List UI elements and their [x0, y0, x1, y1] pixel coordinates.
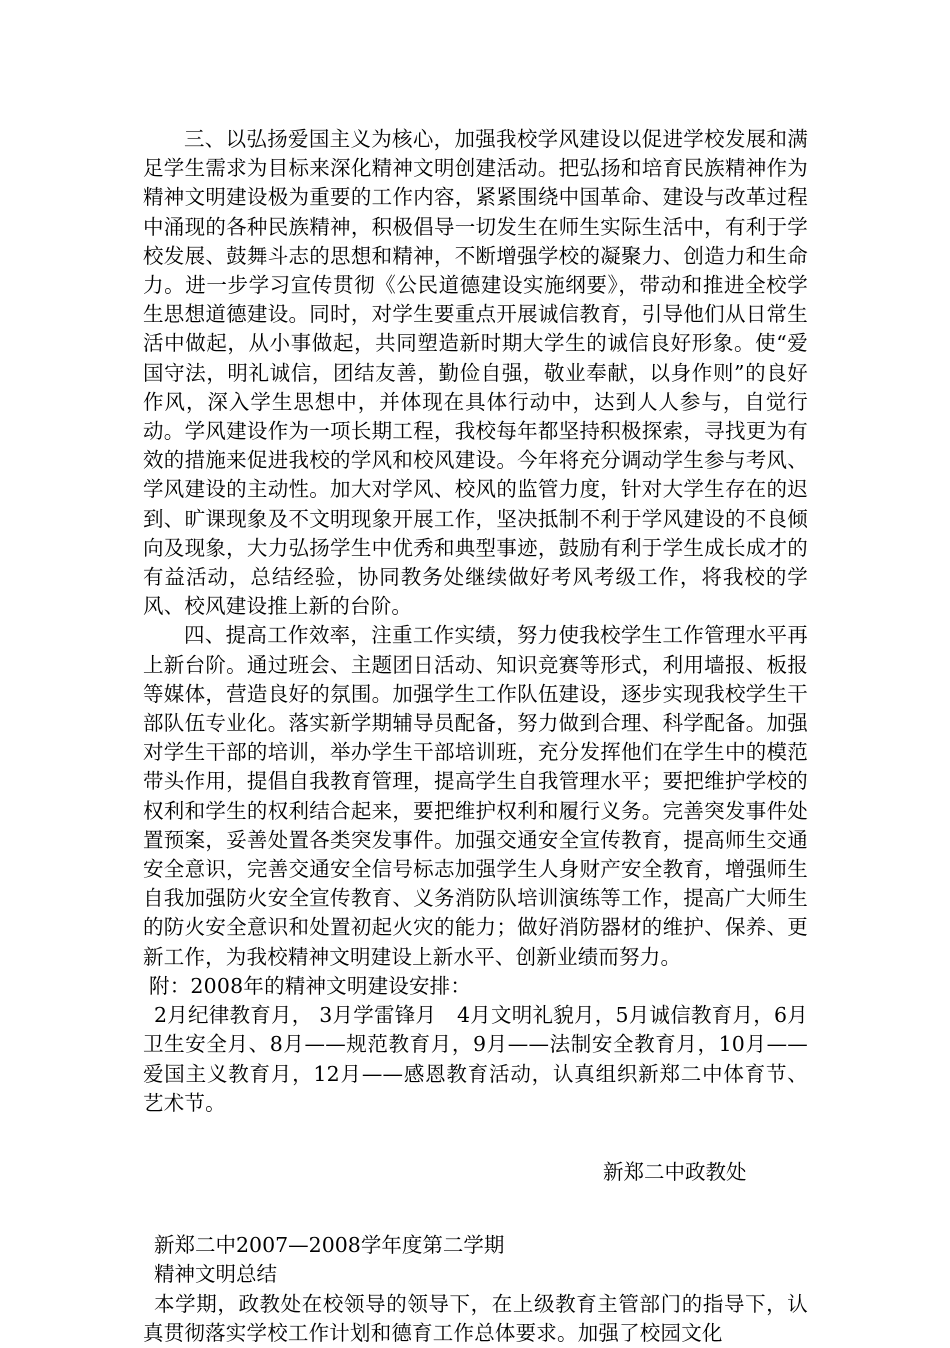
paragraph-section-4: 四、提高工作效率，注重工作实绩，努力使我校学生工作管理水平再上新台阶。通过班会、主题团日活动、知识竞赛等形式，利用墙报、板报等媒体，营造良好的氛围。加强学生工作队伍建设，逐步实现我校学生干部队伍专业化。落实新学期辅导员配备，努力做到合理、科学配备。加强对学生干部的培训，举办学生干部培训班，充分发挥他们在学生中的模范带头作用，提倡自我教育管理，提高学生自我管理水平；要把维护学校的权利和学生的权利结合起来，要把维护权利和履行义务。完善突发事件处置预案，妥善处置各类突发事件。加强交通安全宣传教育，提高师生交通安全意识，完善交通安全信号标志加强学生人身财产安全教育，增强师生自我加强防火安全宣传教育、义务消防队培训演练等工作，提高广大师生的防火安全意识和处置初起火灾的能力；做好消防器材的维护、保养、更新工作，为我校精神文明建设上新水平、创新业绩而努力。	[143, 623, 808, 969]
appendix-title: 附：2008年的精神文明建设安排：	[149, 973, 472, 998]
paragraph-section-3: 三、以弘扬爱国主义为核心，加强我校学风建设以促进学校发展和满足学生需求为目标来深化精神文明创建活动。把弘扬和培育民族精神作为精神文明建设极为重要的工作内容，紧紧围绕中国革命、建设与改革过程中涌现的各种民族精神，积极倡导一切发生在师生实际生活中，有利于学校发展、鼓舞斗志的思想和精神，不断增强学校的凝聚力、创造力和生命力。进一步学习宣传贯彻《公民道德建设实施纲要》，带动和推进全校学生思想道德建设。同时，对学生要重点开展诚信教育，引导他们从日常生活中做起，从小事做起，共同塑造新时期大学生的诚信良好形象。使“爱国守法，明礼诚信，团结友善，勤俭自强，敬业奉献，以身作则”的良好作风，深入学生思想中，并体现在具体行动中，达到人人参与，自觉行动。学风建设作为一项长期工程，我校每年都坚持积极探索，寻找更为有效的措施来促进我校的学风和校风建设。今年将充分调动学生参与考风、学风建设的主动性。加大对学风、校风的监管力度，针对大学生存在的迟到、旷课现象及不文明现象开展工作，坚决抵制不利于学风建设的不良倾向及现象，大力弘扬学生中优秀和典型事迹，鼓励有利于学生成长成才的有益活动，总结经验，协同教务处继续做好考风考级工作，将我校的学风、校风建设推上新的台阶。	[143, 127, 808, 619]
summary-paragraph: 本学期，政教处在校领导的领导下，在上级教育主管部门的指导下，认真贯彻落实学校工作计划和德育工作总体要求。加强了校园文化	[143, 1291, 808, 1345]
appendix-schedule: 2月纪律教育月， 3月学雷锋月 4月文明礼貌月，5月诚信教育月，6月卫生安全月、8月——规范教育月，9月——法制安全教育月，10月——爱国主义教育月，12月——感恩教育活动，认真组织新郑二中体育节、艺术节。	[143, 1003, 808, 1115]
signature-office: 新郑二中政教处	[603, 1159, 747, 1184]
section-spacer	[143, 1187, 808, 1231]
summary-title-line-2: 精神文明总结	[154, 1262, 277, 1287]
document-page	[143, 125, 808, 1348]
summary-title-line-1: 新郑二中2007—2008学年度第二学期	[154, 1233, 505, 1258]
